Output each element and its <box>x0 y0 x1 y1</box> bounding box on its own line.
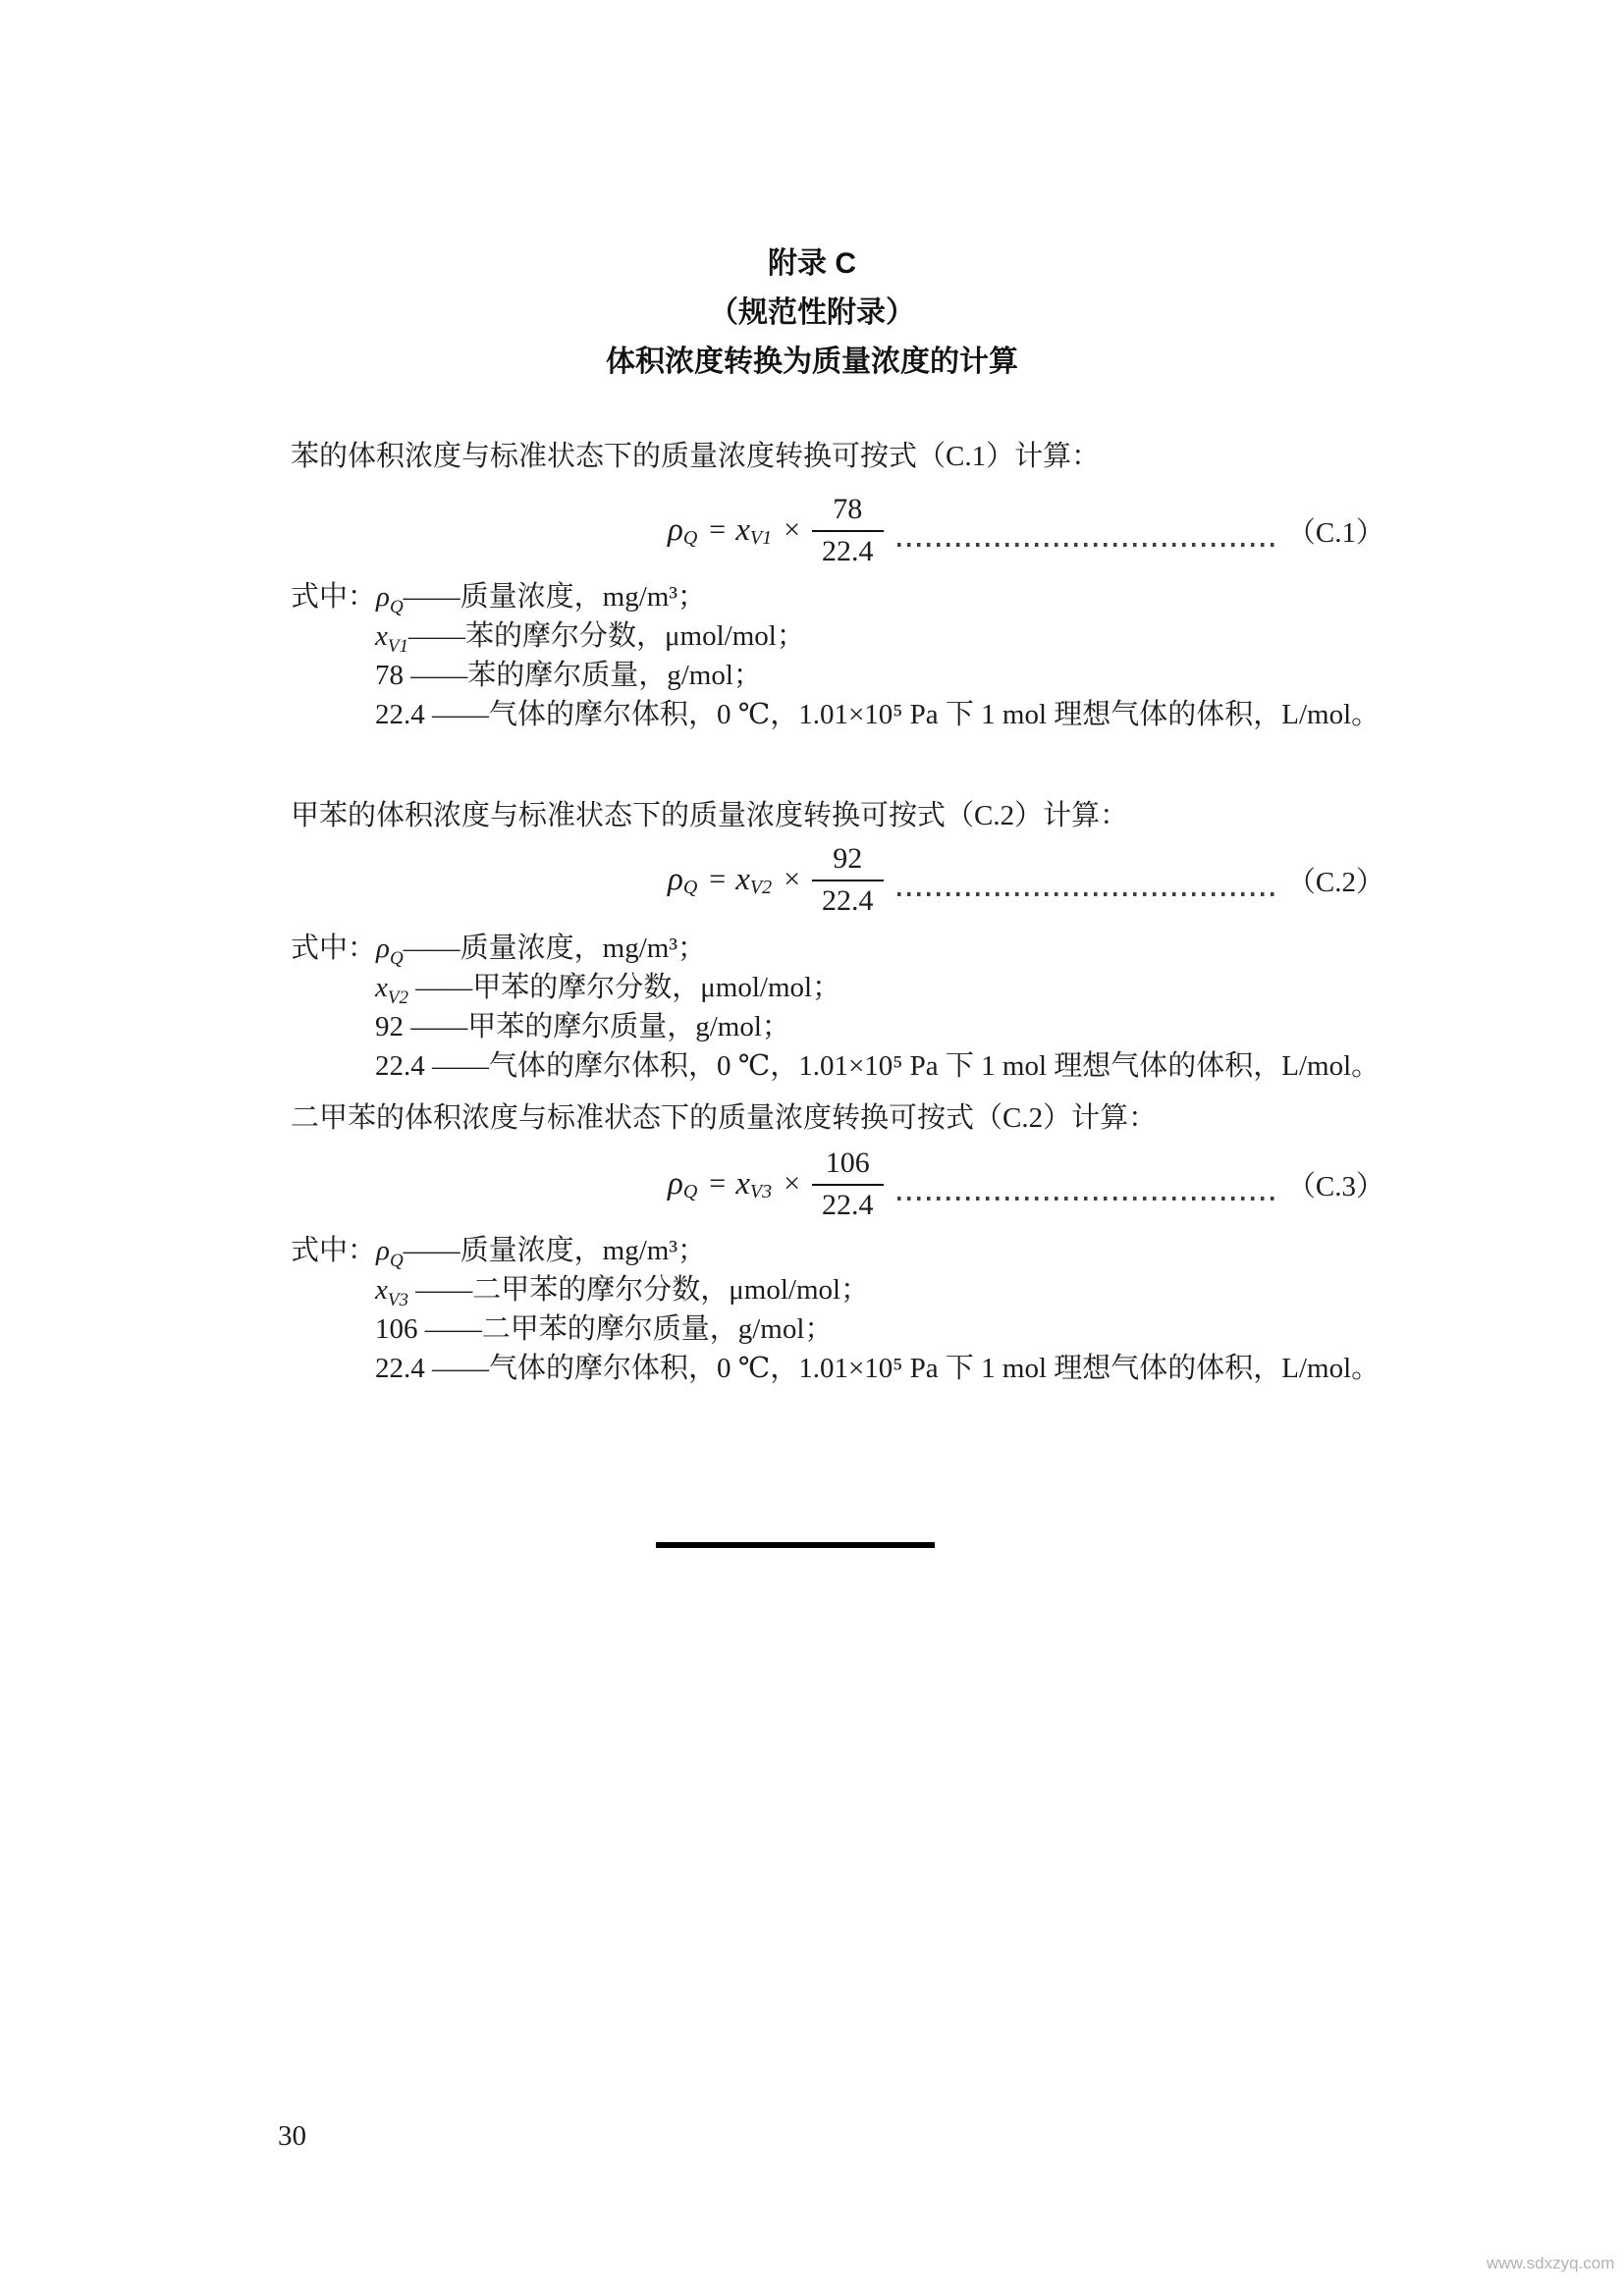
definition-term: 92 <box>375 1011 404 1042</box>
watermark: www.sdxzyq.com <box>1487 2254 1615 2272</box>
formula-expression: ρ $_Q$ = x $_{V3}$ × $\frac{106}{22.4}$ <box>668 1146 884 1223</box>
section-intro: 二甲苯的体积浓度与标准状态下的质量浓度转换可按式（C.2）计算： <box>291 1102 1158 1134</box>
definition-term: $\rho_Q$ <box>376 1235 404 1271</box>
dot-leader <box>897 892 1275 896</box>
where-label: 式中： <box>291 933 377 964</box>
definition-text: ——二甲苯的摩尔分数，μmol/mol； <box>407 1274 870 1306</box>
formula-expression: ρ $_Q$ = x $_{V1}$ × $\frac{78}{22.4}$ <box>668 492 884 569</box>
definition-text: ——质量浓度，mg/m³； <box>403 1235 707 1266</box>
definition-text: ——气体的摩尔体积，0 ℃，1.01×10⁵ Pa 下 1 mol 理想气体的体积，L/mol。 <box>424 1353 1380 1384</box>
definition-term: $x_{V1}$ <box>375 620 408 657</box>
definition-term: 22.4 <box>375 699 425 730</box>
definition-term: 22.4 <box>375 1050 425 1082</box>
appendix-note: （规范性附录） <box>709 296 915 329</box>
definition-text: ——苯的摩尔质量，g/mol； <box>404 660 762 691</box>
definition-text: ——质量浓度，mg/m³； <box>403 581 707 613</box>
definition-row <box>375 1046 1380 1096</box>
definition-text: ——气体的摩尔体积，0 ℃，1.01×10⁵ Pa 下 1 mol 理想气体的体积，L/mol。 <box>424 699 1380 730</box>
definition-text: ——甲苯的摩尔质量，g/mol； <box>404 1011 790 1042</box>
appendix-label: 附录 C <box>768 247 856 280</box>
definition-term: $\rho_Q$ <box>376 933 404 969</box>
dot-leader <box>897 543 1275 547</box>
dot-leader <box>897 1197 1275 1201</box>
formula <box>668 483 1384 577</box>
definition-term: $x_{V3}$ <box>375 1274 408 1310</box>
where-label: 式中： <box>291 581 377 613</box>
appendix-title: 体积浓度转换为质量浓度的计算 <box>606 346 1018 378</box>
definition-term: 22.4 <box>375 1353 425 1384</box>
formula-lhs: ρ <box>668 511 683 548</box>
formula-variable: x <box>735 861 750 897</box>
definition-term: $x_{V2}$ <box>375 972 408 1008</box>
definition-text: ——质量浓度，mg/m³； <box>403 933 707 964</box>
definition-row <box>375 695 1380 745</box>
formula <box>668 832 1384 927</box>
definition-text: ——苯的摩尔分数，μmol/mol； <box>407 620 805 652</box>
definition-text: ——气体的摩尔体积，0 ℃，1.01×10⁵ Pa 下 1 mol 理想气体的体积，L/mol。 <box>424 1050 1380 1082</box>
section-divider <box>656 1542 935 1548</box>
formula-variable: x <box>735 1165 750 1201</box>
section-intro: 苯的体积浓度与标准状态下的质量浓度转换可按式（C.1）计算： <box>291 441 1101 472</box>
formula-number: （C.1） <box>1286 516 1384 549</box>
fraction: $\frac{78}{22.4}$ <box>812 492 884 569</box>
definition-term: 106 <box>375 1313 418 1345</box>
section-intro: 甲苯的体积浓度与标准状态下的质量浓度转换可按式（C.2）计算： <box>291 800 1129 831</box>
formula-variable: x <box>735 511 750 548</box>
definition-term: 78 <box>375 660 404 691</box>
formula-number: （C.2） <box>1286 866 1384 898</box>
definition-term: $\rho_Q$ <box>376 581 404 617</box>
where-label: 式中： <box>291 1235 377 1266</box>
fraction: $\frac{106}{22.4}$ <box>812 1146 884 1223</box>
fraction: $\frac{92}{22.4}$ <box>812 841 884 919</box>
page-number: 30 <box>278 2120 306 2152</box>
definition-text: ——甲苯的摩尔分数，μmol/mol； <box>407 972 841 1003</box>
definition-row <box>375 1349 1380 1399</box>
formula-lhs: ρ <box>668 1165 683 1201</box>
formula-number: （C.3） <box>1286 1170 1384 1202</box>
definition-text: ——二甲苯的摩尔质量，g/mol； <box>417 1313 834 1345</box>
formula-lhs: ρ <box>668 861 683 897</box>
formula-expression: ρ $_Q$ = x $_{V2}$ × $\frac{92}{22.4}$ <box>668 841 884 919</box>
formula <box>668 1137 1384 1231</box>
